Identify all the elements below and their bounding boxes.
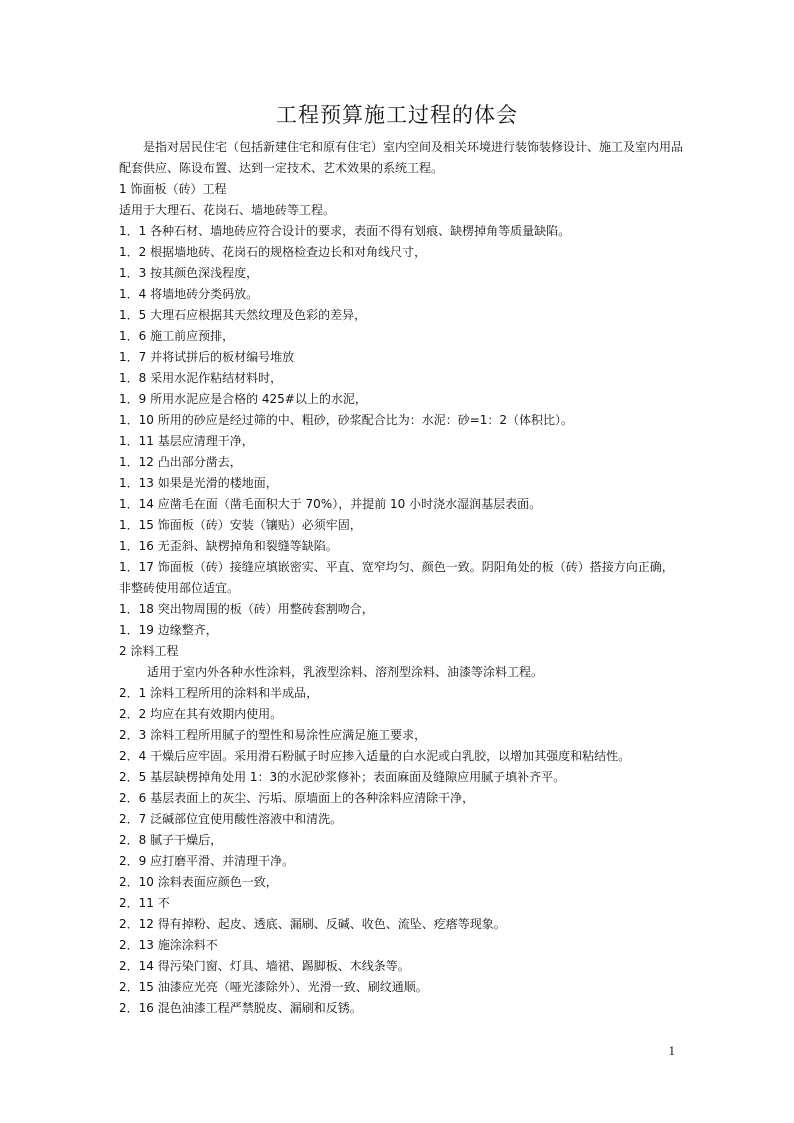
text-line: 1．8 采用水泥作粘结材料时，	[119, 371, 283, 385]
text-line: 1．6 施工前应预排，	[119, 329, 235, 343]
text-line: 1．3 按其颜色深浅程度，	[119, 266, 259, 280]
text-line: 1．9 所用水泥应是合格的 425#以上的水泥，	[119, 392, 367, 406]
text-line: 1．1 各种石材、墙地砖应符合设计的要求，表面不得有划痕、缺楞掉角等质量缺陷。	[119, 224, 571, 238]
text-line: 1．2 根据墙地砖、花岗石的规格检查边长和对角线尺寸，	[119, 245, 427, 259]
intro-paragraph: 是指对居民住宅（包括新建住宅和原有住宅）室内空间及相关环境进行装饰装修设计、施工及室内用品配套供应、陈设布置、达到一定技术、艺术效果的系统工程。	[119, 140, 684, 175]
text-line: 2．6 基层表面上的灰尘、污垢、原墙面上的各种涂料应清除干净，	[119, 791, 475, 805]
text-line: 2．15 油漆应光亮（哑光漆除外）、光滑一致、刷纹通顺。	[119, 980, 428, 994]
text-line: 2．10 涂料表面应颜色一致，	[119, 875, 278, 889]
page-number: 1	[668, 1043, 675, 1058]
text-line: 2 涂料工程	[119, 644, 179, 658]
text-line: 适用于大理石、花岗石、墙地砖等工程。	[119, 203, 336, 217]
text-line: 2．4 干燥后应牢固。采用滑石粉腻子时应掺入适量的白水泥或白乳胶，以增加其强度和粘结性。	[119, 749, 631, 763]
text-line: 1 饰面板（砖）工程	[119, 182, 227, 196]
document-body	[119, 137, 684, 1019]
text-line: 1．13 如果是光滑的楼地面，	[119, 476, 278, 490]
text-line: 2．12 得有掉粉、起皮、透底、漏刷、反碱、收色、流坠、疙瘩等现象。	[119, 917, 506, 931]
text-line: 2．14 得污染门窗、灯具、墙裙、踢脚板、木线条等。	[119, 959, 410, 973]
indented-paragraph: 适用于室内外各种水性涂料，乳液型涂料、溶剂型涂料、油漆等涂料工程。	[147, 665, 544, 679]
text-line: 2．3 涂料工程所用腻子的塑性和易涂性应满足施工要求，	[119, 728, 427, 742]
text-line: 1．12 凸出部分凿去，	[119, 455, 242, 469]
text-line: 2．16 混色油漆工程严禁脱皮、漏刷和反锈。	[119, 1001, 362, 1015]
section-lines-2	[119, 683, 684, 1019]
text-line: 2．8 腻子干燥后，	[119, 833, 223, 847]
text-line: 2．7 泛碱部位宜使用酸性溶液中和清洗。	[119, 812, 343, 826]
text-line: 1．19 边缘整齐，	[119, 623, 218, 637]
text-line: 2．1 涂料工程所用的涂料和半成品，	[119, 686, 319, 700]
text-line: 1．5 大理石应根据其天然纹理及色彩的差异，	[119, 308, 367, 322]
text-line: 1．18 突出物周围的板（砖）用整砖套割吻合，	[119, 602, 374, 616]
text-line: 1．10 所用的砂应是经过筛的中、粗砂，砂浆配合比为：水泥：砂=1：2（体积比）。	[119, 413, 574, 427]
text-line: 2．11 不	[119, 896, 170, 910]
page-title: 工程预算施工过程的体会	[276, 103, 518, 127]
text-line: 1．11 基层应清理干净，	[119, 434, 254, 448]
text-line: 2．5 基层缺楞掉角处用 1：3的水泥砂浆修补；表面麻面及缝隙应用腻子填补齐平。	[119, 770, 566, 784]
text-line: 1．15 饰面板（砖）安装（镶贴）必须牢固，	[119, 518, 362, 532]
text-line: 1．14 应凿毛在面（凿毛面积大于 70%），并提前 10 小时浇水湿润基层表面。	[119, 497, 542, 511]
text-line: 2．9 应打磨平滑、并清理干净。	[119, 854, 295, 868]
text-line: 1．17 饰面板（砖）接缝应填嵌密实、平直、宽窄均匀、颜色一致。阴阳角处的板（砖）搭接方向正确，非整砖使用部位适宜。	[119, 560, 674, 595]
text-line: 1．4 将墙地砖分类码放。	[119, 287, 259, 301]
text-line: 2．13 施涂涂料不	[119, 938, 218, 952]
section-lines	[119, 179, 684, 662]
text-line: 1．16 无歪斜、缺楞掉角和裂缝等缺陷。	[119, 539, 338, 553]
text-line: 1．7 并将试拼后的板材编号堆放	[119, 350, 295, 364]
text-line: 2．2 均应在其有效期内使用。	[119, 707, 283, 721]
